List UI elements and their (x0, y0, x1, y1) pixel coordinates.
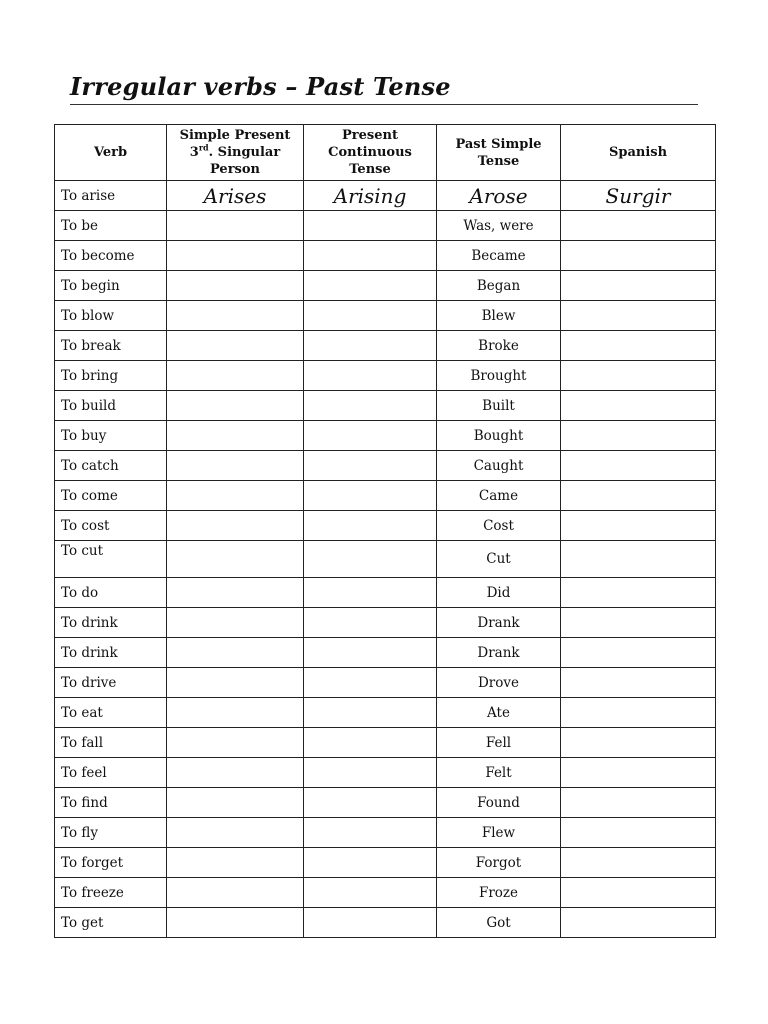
simple-present-cell[interactable] (167, 451, 304, 481)
past-simple-cell: Bought (437, 421, 561, 451)
verb-cell: To drink (55, 638, 167, 668)
present-continuous-cell[interactable] (304, 301, 437, 331)
header-simple-present-sup: rd (198, 142, 209, 153)
verb-cell: To cut (55, 541, 167, 578)
past-simple-cell: Built (437, 391, 561, 421)
verbs-table (54, 124, 716, 938)
past-simple-cell: Drove (437, 668, 561, 698)
simple-present-cell[interactable] (167, 361, 304, 391)
table-row (55, 818, 716, 848)
past-simple-cell: Drank (437, 608, 561, 638)
past-simple-cell: Ate (437, 698, 561, 728)
table-row (55, 668, 716, 698)
present-continuous-cell[interactable] (304, 848, 437, 878)
past-simple-cell: Felt (437, 758, 561, 788)
present-continuous-cell[interactable] (304, 698, 437, 728)
simple-present-cell[interactable] (167, 788, 304, 818)
simple-present-cell[interactable] (167, 578, 304, 608)
spanish-cell[interactable] (561, 271, 716, 301)
spanish-cell[interactable] (561, 878, 716, 908)
table-row (55, 391, 716, 421)
spanish-cell[interactable] (561, 848, 716, 878)
table-row (55, 481, 716, 511)
simple-present-cell[interactable] (167, 481, 304, 511)
simple-present-cell[interactable] (167, 211, 304, 241)
spanish-cell[interactable] (561, 908, 716, 938)
simple-present-cell[interactable] (167, 301, 304, 331)
table-row (55, 421, 716, 451)
past-simple-cell: Cut (437, 541, 561, 578)
verb-cell: To arise (55, 181, 167, 211)
simple-present-cell[interactable] (167, 421, 304, 451)
spanish-cell[interactable] (561, 638, 716, 668)
present-continuous-cell[interactable] (304, 878, 437, 908)
past-simple-cell: Became (437, 241, 561, 271)
simple-present-cell[interactable] (167, 638, 304, 668)
header-past-simple: Past Simple Tense (437, 125, 561, 181)
simple-present-cell[interactable] (167, 818, 304, 848)
past-simple-cell: Blew (437, 301, 561, 331)
header-spanish: Spanish (561, 125, 716, 181)
table-row (55, 511, 716, 541)
present-continuous-cell[interactable] (304, 638, 437, 668)
past-simple-cell: Did (437, 578, 561, 608)
spanish-cell[interactable] (561, 421, 716, 451)
present-continuous-cell[interactable] (304, 728, 437, 758)
present-continuous-cell[interactable] (304, 908, 437, 938)
past-simple-cell: Cost (437, 511, 561, 541)
spanish-cell[interactable] (561, 788, 716, 818)
past-simple-cell: Flew (437, 818, 561, 848)
spanish-cell[interactable] (561, 541, 716, 578)
spanish-cell[interactable] (561, 451, 716, 481)
simple-present-cell[interactable] (167, 541, 304, 578)
spanish-cell[interactable] (561, 361, 716, 391)
spanish-cell[interactable] (561, 698, 716, 728)
verb-cell: To become (55, 241, 167, 271)
past-simple-cell: Began (437, 271, 561, 301)
present-continuous-cell[interactable] (304, 451, 437, 481)
table-row (55, 578, 716, 608)
past-simple-cell: Froze (437, 878, 561, 908)
spanish-cell[interactable] (561, 391, 716, 421)
table-row (55, 848, 716, 878)
verb-cell: To drive (55, 668, 167, 698)
spanish-cell[interactable] (561, 608, 716, 638)
present-continuous-cell[interactable] (304, 758, 437, 788)
present-continuous-cell[interactable] (304, 818, 437, 848)
simple-present-cell[interactable] (167, 241, 304, 271)
verb-cell: To eat (55, 698, 167, 728)
verb-cell: To come (55, 481, 167, 511)
present-continuous-cell[interactable]: Arising (304, 181, 437, 211)
verb-cell: To buy (55, 421, 167, 451)
table-row-example (55, 181, 716, 211)
verb-cell: To build (55, 391, 167, 421)
verb-cell: To fall (55, 728, 167, 758)
present-continuous-cell[interactable] (304, 271, 437, 301)
present-continuous-cell[interactable] (304, 511, 437, 541)
spanish-cell[interactable] (561, 728, 716, 758)
simple-present-cell[interactable] (167, 511, 304, 541)
present-continuous-cell[interactable] (304, 241, 437, 271)
spanish-cell[interactable] (561, 301, 716, 331)
past-simple-cell: Arose (437, 181, 561, 211)
verb-cell: To blow (55, 301, 167, 331)
table-row (55, 331, 716, 361)
spanish-cell[interactable] (561, 511, 716, 541)
table-row (55, 698, 716, 728)
verb-cell: To find (55, 788, 167, 818)
header-simple-present (167, 125, 304, 181)
header-verb: Verb (55, 125, 167, 181)
table-row (55, 301, 716, 331)
present-continuous-cell[interactable] (304, 391, 437, 421)
simple-present-cell[interactable] (167, 608, 304, 638)
header-simple-present-line3: Person (210, 162, 260, 177)
header-simple-present-num: 3 (189, 145, 199, 160)
past-simple-cell: Brought (437, 361, 561, 391)
title-underline (70, 104, 698, 105)
verb-cell: To drink (55, 608, 167, 638)
present-continuous-cell[interactable] (304, 608, 437, 638)
table-row (55, 361, 716, 391)
header-simple-present-rest: . Singular (208, 145, 281, 160)
past-simple-cell: Forgot (437, 848, 561, 878)
present-continuous-cell[interactable] (304, 331, 437, 361)
verb-cell: To do (55, 578, 167, 608)
table-row (55, 451, 716, 481)
table-row (55, 728, 716, 758)
table-row (55, 271, 716, 301)
table-row (55, 758, 716, 788)
header-present-continuous: Present Continuous Tense (304, 125, 437, 181)
table-row (55, 788, 716, 818)
simple-present-cell[interactable] (167, 698, 304, 728)
verb-cell: To break (55, 331, 167, 361)
verb-cell: To freeze (55, 878, 167, 908)
present-continuous-cell[interactable] (304, 421, 437, 451)
spanish-cell[interactable] (561, 758, 716, 788)
past-simple-cell: Was, were (437, 211, 561, 241)
spanish-cell[interactable] (561, 668, 716, 698)
present-continuous-cell[interactable] (304, 211, 437, 241)
simple-present-cell[interactable] (167, 728, 304, 758)
present-continuous-cell[interactable] (304, 788, 437, 818)
table-row (55, 608, 716, 638)
verb-cell: To forget (55, 848, 167, 878)
past-simple-cell: Came (437, 481, 561, 511)
spanish-cell[interactable] (561, 241, 716, 271)
table-row (55, 638, 716, 668)
verb-cell: To fly (55, 818, 167, 848)
simple-present-cell[interactable]: Arises (167, 181, 304, 211)
header-simple-present-line1: Simple Present (179, 128, 291, 143)
simple-present-cell[interactable] (167, 391, 304, 421)
simple-present-cell[interactable] (167, 668, 304, 698)
spanish-cell[interactable] (561, 211, 716, 241)
table-row (55, 211, 716, 241)
verb-cell: To begin (55, 271, 167, 301)
present-continuous-cell[interactable] (304, 361, 437, 391)
table-row (55, 908, 716, 938)
spanish-cell[interactable] (561, 331, 716, 361)
simple-present-cell[interactable] (167, 331, 304, 361)
verb-cell: To cost (55, 511, 167, 541)
table-row (55, 541, 716, 578)
present-continuous-cell[interactable] (304, 481, 437, 511)
past-simple-cell: Broke (437, 331, 561, 361)
verb-cell: To be (55, 211, 167, 241)
present-continuous-cell[interactable] (304, 541, 437, 578)
past-simple-cell: Found (437, 788, 561, 818)
simple-present-cell[interactable] (167, 908, 304, 938)
simple-present-cell[interactable] (167, 758, 304, 788)
verb-cell: To bring (55, 361, 167, 391)
past-simple-cell: Caught (437, 451, 561, 481)
simple-present-cell[interactable] (167, 878, 304, 908)
spanish-cell[interactable] (561, 481, 716, 511)
present-continuous-cell[interactable] (304, 668, 437, 698)
present-continuous-cell[interactable] (304, 578, 437, 608)
verb-cell: To catch (55, 451, 167, 481)
table-header-row (55, 125, 716, 181)
table-row (55, 241, 716, 271)
spanish-cell[interactable] (561, 818, 716, 848)
simple-present-cell[interactable] (167, 271, 304, 301)
simple-present-cell[interactable] (167, 848, 304, 878)
verb-cell: To get (55, 908, 167, 938)
past-simple-cell: Drank (437, 638, 561, 668)
spanish-cell[interactable]: Surgir (561, 181, 716, 211)
table-row (55, 878, 716, 908)
past-simple-cell: Fell (437, 728, 561, 758)
spanish-cell[interactable] (561, 578, 716, 608)
page-title: Irregular verbs – Past Tense (70, 72, 451, 101)
verb-cell: To feel (55, 758, 167, 788)
past-simple-cell: Got (437, 908, 561, 938)
